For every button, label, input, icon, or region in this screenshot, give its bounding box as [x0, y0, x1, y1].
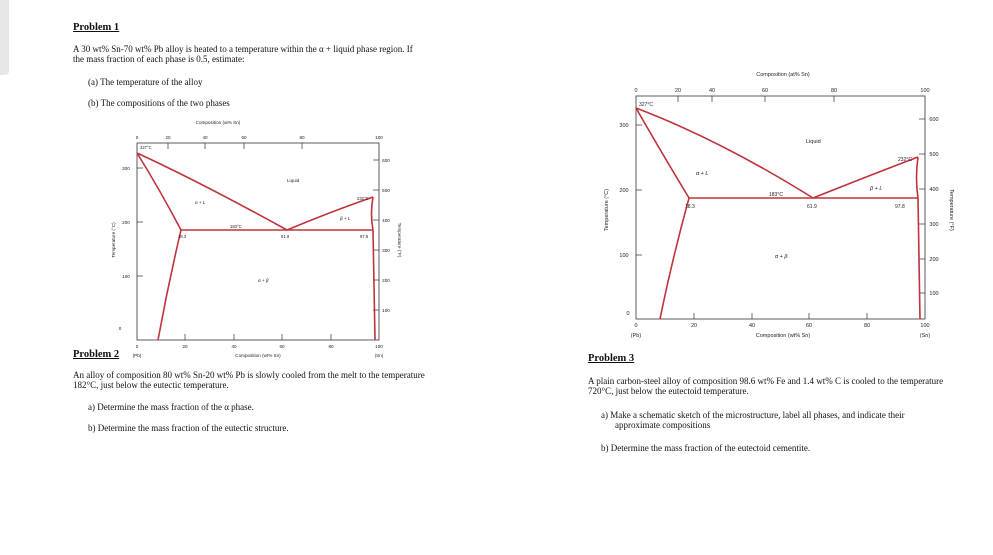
right-tick-label: 500	[929, 152, 939, 158]
beta-composition-label: 97.8	[360, 234, 369, 239]
beta-liquid-region-label: β + L	[870, 186, 883, 192]
problem1-text-line1: A 30 wt% Sn-70 wt% Pb alloy is heated to a temperature within the α + liquid phase region. If	[73, 44, 413, 54]
eutectic-composition-label: 61.9	[807, 204, 817, 210]
problem3-text-line2: 720°C, just below the eutectoid temperature.	[588, 386, 749, 396]
left-axis-label: Temperature (°C)	[111, 222, 116, 258]
bottom-axis-label: Composition (wt% Sn)	[755, 333, 811, 339]
liquid-region-label: Liquid	[287, 178, 300, 183]
eutectic-temperature-label: 183°C	[769, 192, 783, 198]
scrollbar[interactable]	[0, 0, 9, 75]
left-tick-label: 0	[626, 311, 630, 317]
pb-melting-point-label: 327°C	[140, 145, 152, 150]
bottom-tick-label: 0	[634, 323, 638, 329]
beta-liquid-region-label: β + L	[340, 216, 351, 221]
top-tick-label: 80	[299, 135, 305, 140]
problem2-text-line1: An alloy of composition 80 wt% Sn-20 wt% Pb is slowly cooled from the melt to the temperature	[73, 370, 425, 380]
bottom-tick-label: 20	[182, 344, 188, 349]
left-tick-label: 0	[118, 326, 122, 331]
eutectic-temperature-label: 183°C	[230, 224, 242, 229]
right-tick-label: 600	[382, 158, 390, 163]
eutectic-composition-label: 61.9	[281, 234, 290, 239]
left-tick-label: 100	[619, 253, 629, 259]
problem1-part-b: (b) The compositions of the two phases	[88, 98, 230, 108]
axis-ticks	[137, 143, 379, 340]
pb-melting-point-label: 327°C	[639, 102, 653, 108]
bottom-tick-label: 60	[279, 344, 285, 349]
bottom-tick-label: 100	[375, 344, 383, 349]
right-axis-label: Temperature (°F)	[397, 222, 402, 258]
bottom-tick-label: 20	[690, 323, 698, 329]
problem2-heading: Problem 2	[73, 349, 120, 360]
right-tick-label: 300	[929, 222, 939, 228]
top-tick-label: 100	[375, 135, 383, 140]
bottom-tick-label: 40	[231, 344, 237, 349]
top-axis-label: Composition (at% Sn)	[756, 72, 810, 78]
beta-composition-label: 97.8	[895, 204, 905, 210]
right-axis-label: Temperature (°F)	[948, 189, 954, 231]
problem2-text-line2: 182°C, just below the eutectic temperature.	[73, 380, 229, 390]
liquid-region-label: Liquid	[806, 139, 821, 145]
alpha-beta-region-label: α + β	[258, 278, 269, 283]
problem3-part-a-line1: a) Make a schematic sketch of the microstructure, label all phases, and indicate their	[601, 410, 905, 420]
alpha-composition-label: 18.3	[685, 204, 695, 210]
right-tick-label: 600	[929, 117, 939, 123]
left-tick-label: 300	[122, 166, 130, 171]
sn-end-label: (Sn)	[374, 353, 384, 358]
top-tick-label: 0	[634, 88, 638, 94]
right-tick-label: 400	[929, 187, 939, 193]
sn-end-label: (Sn)	[919, 333, 931, 339]
top-tick-label: 80	[830, 88, 838, 94]
left-tick-label: 200	[619, 188, 629, 194]
top-tick-label: 100	[920, 88, 930, 94]
pb-sn-phase-diagram-small	[111, 112, 402, 358]
bottom-tick-label: 80	[863, 323, 871, 329]
top-tick-label: 40	[708, 88, 716, 94]
problem1-part-a: (a) The temperature of the alloy	[88, 77, 203, 87]
top-tick-label: 20	[674, 88, 682, 94]
right-tick-label: 100	[929, 291, 939, 297]
phase-boundary-lines	[137, 153, 375, 340]
alpha-liquid-region-label: α + L	[195, 200, 206, 205]
alpha-beta-region-label: α + β	[775, 254, 788, 260]
phase-boundary-lines	[636, 108, 920, 319]
problem1-text-line2: the mass fraction of each phase is 0.5, estimate:	[73, 54, 245, 64]
right-tick-label: 200	[382, 278, 390, 283]
bottom-axis-label: Composition (wt% Sn)	[235, 353, 281, 358]
alpha-composition-label: 18.3	[178, 234, 187, 239]
alpha-liquid-region-label: α + L	[696, 171, 709, 177]
top-tick-label: 20	[165, 135, 171, 140]
sn-melting-point-label: 232°C	[357, 196, 369, 201]
pb-end-label: (Pb)	[132, 353, 142, 358]
plot-frame	[137, 143, 379, 340]
left-tick-label: 200	[122, 220, 130, 225]
top-tick-label: 60	[761, 88, 769, 94]
top-axis-label: Composition (at% Sn)	[195, 120, 241, 125]
pb-sn-phase-diagram-large	[600, 60, 990, 350]
axis-ticks	[636, 96, 925, 319]
top-tick-label: 60	[241, 135, 247, 140]
left-tick-label: 300	[619, 123, 629, 129]
bottom-tick-label: 100	[920, 323, 930, 329]
problem2-part-a: a) Determine the mass fraction of the α phase.	[88, 402, 254, 412]
bottom-tick-label: 40	[748, 323, 756, 329]
left-axis-label: Temperature (°C)	[604, 188, 610, 232]
problem2-part-b: b) Determine the mass fraction of the eutectic structure.	[88, 423, 289, 433]
right-tick-label: 200	[929, 257, 939, 263]
problem3-text-line1: A plain carbon-steel alloy of composition 98.6 wt% Fe and 1.4 wt% C is cooled to the temperature	[588, 376, 944, 386]
problem1-heading: Problem 1	[73, 22, 120, 33]
right-tick-label: 500	[382, 188, 390, 193]
right-tick-label: 100	[382, 308, 390, 313]
problem3-part-a-line2: approximate compositions	[615, 420, 711, 430]
bottom-tick-label: 0	[135, 344, 139, 349]
sn-melting-point-label: 232°C	[898, 157, 912, 163]
top-tick-label: 0	[135, 135, 139, 140]
bottom-tick-label: 60	[805, 323, 813, 329]
problem3-heading: Problem 3	[588, 353, 635, 364]
right-tick-label: 400	[382, 218, 390, 223]
left-tick-label: 100	[122, 274, 130, 279]
pb-end-label: (Pb)	[630, 333, 642, 339]
top-tick-label: 40	[202, 135, 208, 140]
bottom-tick-label: 80	[328, 344, 334, 349]
right-tick-label: 300	[382, 248, 390, 253]
problem3-part-b: b) Determine the mass fraction of the eutectoid cementite.	[601, 443, 811, 453]
plot-frame	[636, 96, 925, 319]
